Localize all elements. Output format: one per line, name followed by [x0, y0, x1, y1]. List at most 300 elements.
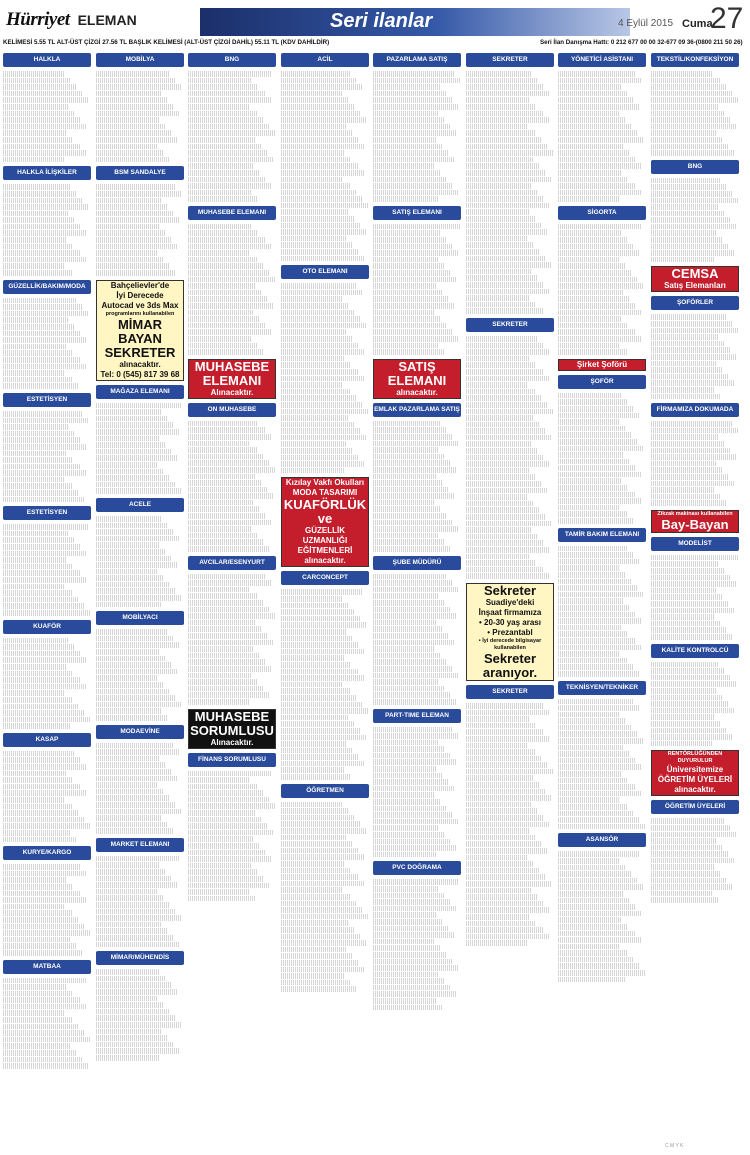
- section-heading: KUAFÖR: [3, 620, 91, 634]
- classified-text-line: [3, 978, 87, 984]
- classified-text-line: [3, 577, 86, 583]
- classified-text-line: [558, 432, 632, 438]
- classified-text-line: [96, 656, 166, 662]
- classified-text-line: [96, 488, 182, 494]
- classified-text-line: [466, 855, 528, 861]
- classified-text-line: [558, 585, 638, 591]
- classified-text-line: [188, 237, 265, 243]
- classified-text-line: [651, 734, 733, 740]
- section-heading: MOBİLYA: [96, 53, 184, 67]
- classified-text-line: [96, 97, 167, 103]
- classified-text-line: [281, 735, 366, 741]
- classified-text-line: [96, 184, 175, 190]
- classified-text-line: [188, 646, 253, 652]
- ad-text: Bahçelievler'de: [110, 280, 170, 290]
- classified-text-line: [3, 638, 69, 644]
- classified-text-line: [466, 71, 532, 77]
- classified-text-line: [373, 111, 438, 117]
- classified-text-line: [651, 832, 736, 838]
- classified-text-line: [96, 682, 164, 688]
- classified-text-line: [96, 1035, 168, 1041]
- classified-text-line: [558, 150, 630, 156]
- classified-text-line: [188, 817, 261, 823]
- classified-text-line: [281, 376, 364, 382]
- classified-text-line: [558, 957, 633, 963]
- classified-text-line: [3, 497, 84, 503]
- classified-text-line: [3, 864, 81, 870]
- ad-text: Autocad ve 3ds Max: [101, 300, 179, 310]
- classified-text-line: [651, 701, 728, 707]
- classified-text-line: [3, 817, 84, 823]
- classified-text-line: [96, 556, 172, 562]
- classified-text-line: [281, 688, 350, 694]
- classified-text-line: [96, 562, 178, 568]
- classified-text-line: [96, 516, 161, 522]
- classified-text-line: [558, 393, 621, 399]
- classified-text-line: [373, 593, 438, 599]
- classified-text-line: [188, 84, 258, 90]
- classified-text-line: [466, 488, 548, 494]
- classified-text-line: [96, 702, 182, 708]
- classified-text-line: [96, 695, 176, 701]
- classified-text-line: [3, 211, 69, 217]
- classified-text-line: [281, 395, 356, 401]
- classified-text-line: [651, 448, 730, 454]
- classified-text-line: [373, 270, 450, 276]
- classified-text-line: [96, 769, 172, 775]
- classified-text-line: [466, 111, 543, 117]
- classified-text-line: [558, 277, 638, 283]
- classified-text-line: [373, 157, 455, 163]
- classified-text-line: [466, 137, 541, 143]
- classified-text-line: [281, 130, 353, 136]
- ad-text: GÜZELLİK UZMANLIĞI: [302, 526, 348, 546]
- classified-text-line: [281, 422, 354, 428]
- classified-text-line: [281, 841, 353, 847]
- section-heading: PVC DOĞRAMA: [373, 861, 461, 875]
- classified-text-line: [281, 343, 359, 349]
- classified-text-line: [3, 418, 89, 424]
- classified-text-line: [558, 851, 640, 857]
- classified-text-line: [466, 835, 536, 841]
- classified-text-line: [3, 771, 67, 777]
- classified-text-line: [96, 822, 168, 828]
- classified-text-line: [558, 771, 622, 777]
- classified-text-line: [188, 97, 271, 103]
- classified-text-line: [558, 104, 640, 110]
- section-heading: SEKRETER: [466, 685, 554, 699]
- classified-text-line: [373, 434, 452, 440]
- classified-text-line: [281, 229, 366, 235]
- classified-text-line: [558, 124, 632, 130]
- classified-text-line: [281, 754, 358, 760]
- price-info: KELİMESİ 5.55 TL ALT-ÜST ÇİZGİ 27.56 TL BAŞLIK KELİMESİ (ALT-ÜST ÇİZGİ DAHİL) 55.11 TL (KDV DAHİLDİR): [3, 39, 330, 46]
- classified-text-line: [3, 524, 89, 530]
- section-heading: BNG: [651, 160, 739, 174]
- classified-text-line: [558, 878, 638, 884]
- classified-text-line: [651, 71, 713, 77]
- classified-text-line: [373, 812, 453, 818]
- classified-text-line: [558, 791, 641, 797]
- classified-text-line: [3, 943, 76, 949]
- classified-text-line: [281, 356, 345, 362]
- classified-text-line: [373, 421, 440, 427]
- classified-text-line: [281, 97, 349, 103]
- classified-text-line: [651, 662, 718, 668]
- classified-text-line: [373, 952, 447, 958]
- classified-text-line: [466, 389, 535, 395]
- classified-text-line: [3, 671, 73, 677]
- classified-text-line: [373, 230, 440, 236]
- classified-text-line: [96, 124, 166, 130]
- classified-text-line: [558, 190, 641, 196]
- classified-text-line: [466, 209, 529, 215]
- classified-text-line: [651, 230, 716, 236]
- classified-text-line: [188, 104, 250, 110]
- classified-text-line: [558, 78, 642, 84]
- classified-text-line: [3, 244, 73, 250]
- classified-text-line: [3, 823, 90, 829]
- classified-text-line: [281, 170, 364, 176]
- classified-text-line: [373, 441, 458, 447]
- classified-text-line: [558, 559, 640, 565]
- display-ad: [466, 583, 554, 681]
- classified-text-line: [188, 270, 269, 276]
- classified-text-line: [3, 984, 67, 990]
- classified-text-line: [373, 666, 453, 672]
- classified-text-line: [466, 894, 538, 900]
- classified-text-line: [281, 183, 350, 189]
- classified-text-line: [96, 689, 170, 695]
- classified-text-line: [558, 257, 620, 263]
- classified-text-line: [651, 608, 735, 614]
- classified-text-line: [373, 613, 457, 619]
- classified-text-line: [466, 547, 550, 553]
- classified-text-line: [651, 864, 714, 870]
- classified-text-line: [558, 671, 639, 677]
- classified-text-line: [651, 198, 738, 204]
- classified-text-line: [3, 603, 84, 609]
- display-ad: [651, 510, 739, 533]
- classified-text-line: [3, 437, 81, 443]
- classified-text-line: [558, 465, 636, 471]
- classified-text-line: [466, 527, 532, 533]
- classified-text-line: [96, 669, 178, 675]
- classified-text-line: [188, 480, 261, 486]
- classified-text-line: [281, 249, 358, 255]
- classified-text-line: [373, 104, 458, 110]
- classified-text-line: [188, 290, 261, 296]
- classified-text-line: [188, 506, 259, 512]
- classified-text-line: [651, 708, 735, 714]
- section-heading: TEKSTİL/KONFEKSİYON: [651, 53, 739, 67]
- classified-text-line: [96, 436, 159, 442]
- classified-text-line: [281, 894, 350, 900]
- ad-text: • 20-30 yaş arası: [479, 617, 541, 627]
- classified-text-line: [651, 217, 730, 223]
- classified-text-line: [188, 539, 264, 545]
- classified-text-line: [373, 607, 450, 613]
- classified-text-line: [373, 746, 444, 752]
- classified-text-line: [558, 511, 627, 517]
- classified-text-line: [281, 190, 356, 196]
- classified-text-line: [188, 777, 250, 783]
- classified-text-line: [651, 250, 735, 256]
- classified-text-line: [96, 191, 181, 197]
- classified-text-line: [96, 529, 173, 535]
- classified-text-line: [373, 825, 439, 831]
- classified-text-line: [373, 727, 452, 733]
- classified-text-line: [373, 263, 444, 269]
- classified-text-line: [373, 237, 446, 243]
- classified-text-line: [281, 907, 362, 913]
- classified-text-line: [3, 531, 69, 537]
- classified-text-line: [188, 896, 256, 902]
- classified-text-line: [373, 506, 441, 512]
- classified-text-line: [651, 634, 733, 640]
- classified-text-line: [3, 451, 67, 457]
- classified-text-line: [188, 78, 252, 84]
- classified-text-line: [466, 84, 544, 90]
- classified-text-line: [373, 546, 451, 552]
- classified-text-line: [188, 323, 265, 329]
- classified-text-line: [3, 590, 72, 596]
- section-heading: ESTETİSYEN: [3, 506, 91, 520]
- classified-text-line: [558, 797, 620, 803]
- classified-text-line: [96, 715, 168, 721]
- classified-text-line: [466, 223, 542, 229]
- classified-text-line: [466, 97, 530, 103]
- classified-text-line: [281, 216, 354, 222]
- classified-text-line: [3, 657, 87, 663]
- classified-text-line: [96, 270, 176, 276]
- classified-text-line: [188, 196, 258, 202]
- classified-text-line: [558, 605, 630, 611]
- classified-text-line: [373, 500, 435, 506]
- classified-text-line: [651, 434, 718, 440]
- classified-text-line: [3, 930, 90, 936]
- section-heading: MATBAA: [3, 960, 91, 974]
- classified-text-line: [558, 230, 621, 236]
- classified-text-line: [466, 841, 542, 847]
- section-heading: KASAP: [3, 733, 91, 747]
- classified-text-line: [466, 343, 544, 349]
- classified-text-line: [281, 409, 368, 415]
- classified-text-line: [558, 738, 644, 744]
- classified-text-line: [96, 809, 182, 815]
- classified-text-line: [96, 250, 158, 256]
- classified-text-line: [373, 124, 450, 130]
- classified-text-line: [96, 198, 161, 204]
- classified-text-line: [3, 144, 80, 150]
- classified-text-line: [466, 782, 539, 788]
- classified-text-line: [281, 104, 355, 110]
- classified-text-line: [558, 950, 627, 956]
- classified-text-line: [96, 409, 161, 415]
- classified-text-line: [188, 633, 267, 639]
- classified-text-line: [3, 564, 73, 570]
- classified-text-line: [373, 939, 435, 945]
- classified-text-line: [188, 850, 265, 856]
- classified-text-line: [3, 950, 82, 956]
- classified-text-line: [373, 919, 443, 925]
- classified-text-line: [96, 996, 158, 1002]
- classified-text-line: [188, 467, 275, 473]
- classified-text-line: [651, 347, 730, 353]
- column-1: [3, 49, 91, 1129]
- classified-text-line: [3, 157, 65, 163]
- classified-text-line: [96, 1042, 174, 1048]
- classified-text-line: [3, 237, 67, 243]
- classified-text-line: [558, 406, 634, 412]
- classified-text-line: [96, 1002, 164, 1008]
- classified-text-line: [466, 934, 549, 940]
- classified-text-line: [651, 461, 716, 467]
- classified-text-line: [281, 808, 349, 814]
- classified-text-line: [281, 441, 346, 447]
- classified-text-line: [466, 868, 540, 874]
- classified-text-line: [3, 584, 65, 590]
- classified-text-line: [651, 137, 722, 143]
- classified-text-line: [373, 759, 457, 765]
- classified-text-line: [188, 863, 251, 869]
- classified-text-line: [373, 659, 447, 665]
- classified-text-line: [466, 789, 545, 795]
- classified-text-line: [373, 806, 447, 812]
- classified-text-line: [188, 653, 259, 659]
- classified-text-line: [96, 876, 172, 882]
- classified-text-line: [651, 314, 726, 320]
- classified-text-line: [558, 865, 626, 871]
- classified-text-line: [373, 600, 444, 606]
- classified-text-line: [373, 620, 436, 626]
- classified-text-line: [3, 937, 70, 943]
- classified-text-line: [651, 130, 716, 136]
- classified-text-line: [188, 244, 271, 250]
- classified-text-line: [651, 237, 722, 243]
- classified-text-line: [373, 799, 441, 805]
- classified-text-line: [466, 203, 550, 209]
- classified-text-line: [373, 679, 439, 685]
- classified-text-line: [188, 626, 261, 632]
- classified-text-line: [281, 329, 347, 335]
- classified-text-line: [96, 78, 175, 84]
- classified-text-line: [281, 223, 360, 229]
- ad-text: BAYAN: [118, 330, 162, 346]
- classified-text-line: [3, 1050, 76, 1056]
- classified-text-line: [3, 697, 72, 703]
- classified-text-line: [558, 645, 641, 651]
- classified-text-line: [96, 895, 164, 901]
- classified-text-line: [281, 603, 349, 609]
- column-3: [188, 49, 276, 1129]
- classified-text-line: [466, 269, 532, 275]
- classified-text-line: [558, 492, 635, 498]
- classified-text-line: [558, 924, 628, 930]
- section-heading: ESTETİSYEN: [3, 393, 91, 407]
- classified-text-line: [466, 514, 546, 520]
- classified-text-line: [281, 137, 359, 143]
- section-label: ELEMAN: [77, 12, 137, 28]
- classified-text-line: [558, 784, 635, 790]
- classified-text-line: [466, 382, 528, 388]
- classified-text-line: [188, 600, 263, 606]
- classified-text-line: [188, 500, 253, 506]
- classified-text-line: [651, 825, 730, 831]
- classified-text-line: [3, 377, 72, 383]
- classified-text-line: [373, 998, 437, 1004]
- classified-text-line: [3, 317, 69, 323]
- classified-text-line: [96, 636, 173, 642]
- classified-text-line: [466, 428, 545, 434]
- classified-text-line: [373, 845, 457, 851]
- classified-text-line: [188, 574, 265, 580]
- section-heading: AVCILAR/ESENYURT: [188, 556, 276, 570]
- classified-text-line: [3, 431, 75, 437]
- classified-text-line: [3, 224, 81, 230]
- section-heading: ACELE: [96, 498, 184, 512]
- section-heading: BSM SANDALYE: [96, 166, 184, 180]
- classified-text-line: [373, 526, 459, 532]
- classified-text-line: [373, 144, 443, 150]
- classified-text-line: [3, 184, 71, 190]
- classified-text-line: [558, 592, 644, 598]
- classified-text-line: [373, 786, 455, 792]
- classified-text-line: [558, 598, 624, 604]
- classified-text-line: [96, 442, 166, 448]
- classified-text-line: [96, 469, 164, 475]
- classified-text-line: [373, 78, 460, 84]
- classified-text-line: [281, 881, 364, 887]
- ad-text: Satış Elemanları: [664, 281, 726, 291]
- classified-text-line: [3, 917, 78, 923]
- classified-text-line: [558, 891, 624, 897]
- section-heading: SİGORTA: [558, 206, 646, 220]
- classified-text-line: [466, 756, 541, 762]
- classified-text-line: [281, 78, 357, 84]
- classified-text-line: [3, 357, 80, 363]
- section-heading: KURYE/KARGO: [3, 846, 91, 860]
- classified-text-line: [281, 669, 358, 675]
- classified-text-line: [466, 560, 536, 566]
- classified-text-line: [281, 382, 343, 388]
- classified-text-line: [188, 124, 269, 130]
- classified-text-line: [466, 242, 534, 248]
- classified-text-line: [651, 627, 727, 633]
- classified-text-line: [373, 879, 458, 885]
- classified-text-line: [3, 198, 83, 204]
- classified-text-line: [96, 743, 173, 749]
- classified-text-line: [466, 861, 534, 867]
- classified-text-line: [188, 823, 267, 829]
- classified-text-line: [188, 620, 255, 626]
- classified-text-line: [281, 695, 356, 701]
- classified-text-line: [651, 257, 714, 263]
- classified-text-line: [188, 460, 269, 466]
- ad-text: Şirket Şoförü: [576, 359, 628, 369]
- classified-text-line: [188, 230, 258, 236]
- classified-text-line: [3, 350, 73, 356]
- classified-text-line: [96, 782, 158, 788]
- classified-text-line: [188, 277, 275, 283]
- classified-text-line: [281, 596, 343, 602]
- classified-text-line: [466, 362, 536, 368]
- classified-text-line: [188, 493, 273, 499]
- classified-text-line: [466, 369, 543, 375]
- classified-text-line: [651, 897, 719, 903]
- classified-text-line: [558, 572, 626, 578]
- display-ad: [651, 750, 739, 796]
